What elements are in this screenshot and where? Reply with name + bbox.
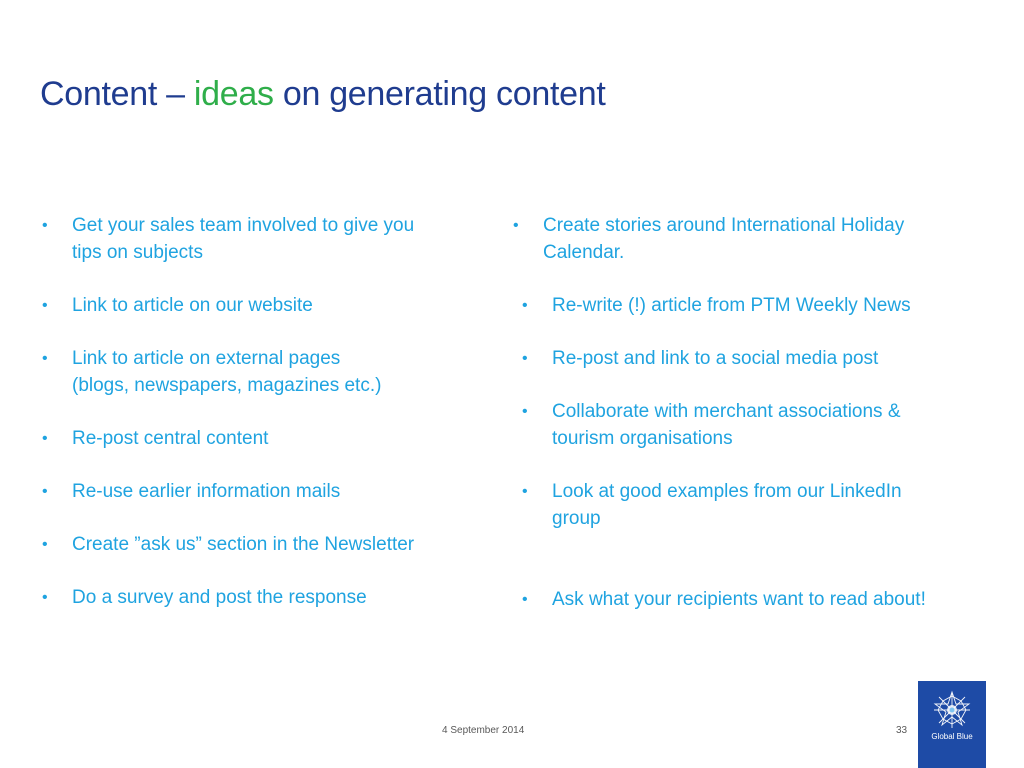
bullet-line: Create ”ask us” section in the Newsletter xyxy=(72,534,415,555)
left-bullet-7 xyxy=(42,584,482,611)
bullet-line: Re-write (!) article from PTM Weekly News xyxy=(552,295,911,316)
bullet-dot: • xyxy=(42,217,48,234)
bullet-dot: • xyxy=(42,483,48,500)
bullet-line: Create stories around International Holiday xyxy=(543,215,905,236)
bullet-line: Re-post central content xyxy=(72,428,269,449)
right-bullet-1 xyxy=(513,212,983,266)
left-bullet-1 xyxy=(42,212,482,266)
bullet-dot: • xyxy=(42,297,48,314)
left-bullet-2 xyxy=(42,292,482,319)
bullet-line: (blogs, newspapers, magazines etc.) xyxy=(72,375,382,396)
bullet-dot: • xyxy=(513,217,519,234)
bullet-dot: • xyxy=(522,350,528,367)
bullet-line: Look at good examples from our LinkedIn xyxy=(552,481,902,502)
left-bullet-4 xyxy=(42,425,482,452)
bullet-dot: • xyxy=(42,536,48,553)
left-bullet-6 xyxy=(42,531,482,558)
bullet-dot: • xyxy=(522,483,528,500)
right-bullet-4 xyxy=(522,398,992,452)
left-bullet-5 xyxy=(42,478,482,505)
bullet-line: Calendar. xyxy=(543,242,625,263)
bullet-line: Do a survey and post the response xyxy=(72,587,367,608)
title-part-1: Content – xyxy=(40,75,194,113)
footer-date: 4 September 2014 xyxy=(442,725,525,736)
title-accent-word: ideas xyxy=(193,75,274,113)
right-bullet-6 xyxy=(522,586,1002,613)
star-burst-icon xyxy=(932,690,972,730)
slide-title xyxy=(40,70,605,118)
bullet-dot: • xyxy=(42,589,48,606)
bullet-line: Collaborate with merchant associations & xyxy=(552,401,901,422)
bullet-line: Re-post and link to a social media post xyxy=(552,348,879,369)
page-number: 33 xyxy=(896,725,908,736)
right-bullet-3 xyxy=(522,345,992,372)
left-bullet-3 xyxy=(42,345,482,399)
bullet-dot: • xyxy=(42,430,48,447)
right-bullet-2 xyxy=(522,292,992,319)
bullet-line: Get your sales team involved to give you xyxy=(72,215,415,236)
right-bullet-5 xyxy=(522,478,992,532)
bullet-line: tips on subjects xyxy=(72,242,203,263)
bullet-line: Re-use earlier information mails xyxy=(72,481,341,502)
bullet-dot: • xyxy=(522,297,528,314)
global-blue-logo xyxy=(918,681,986,768)
bullet-dot: • xyxy=(42,350,48,367)
bullet-line: Link to article on our website xyxy=(72,295,313,316)
logo-text: Global Blue xyxy=(931,732,973,741)
bullet-line: group xyxy=(552,508,601,529)
bullet-line: Link to article on external pages xyxy=(72,348,341,369)
bullet-dot: • xyxy=(522,591,528,608)
bullet-line: tourism organisations xyxy=(552,428,733,449)
bullet-line: Ask what your recipients want to read about! xyxy=(552,589,926,610)
bullet-dot: • xyxy=(522,403,528,420)
title-part-3: on generating content xyxy=(273,75,606,113)
